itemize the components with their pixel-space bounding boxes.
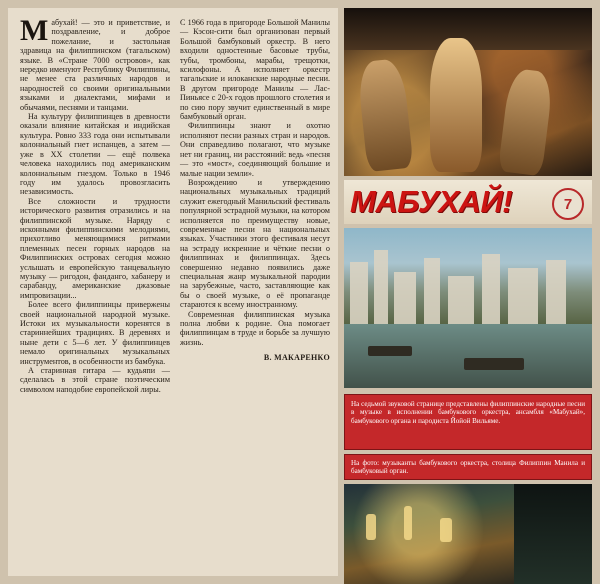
photo-caption-secondary: На фото: музыканты бамбукового оркестра, столица Филиппин Манила и бамбуковый орган. xyxy=(344,454,592,480)
photo-shadow xyxy=(514,484,592,584)
photo-boat xyxy=(368,346,412,356)
photo-building xyxy=(394,272,416,324)
paragraph-text: Все сложности и трудности исторического развития отразились и на филиппинской музыке. Наряду с исконными филиппинскими мелодиями, прихотливо меняющимися ритмами племенных песен горных народов на Филиппинских островах сегодня можно услышать и европейскую танцевальную музыку — ригодон, фанданго, хабанеру и сарабанду, американские джазовые импровизации... xyxy=(20,196,170,300)
page-title: МАБУХАЙ! xyxy=(350,184,513,219)
author-signature: В. МАКАРЕНКО xyxy=(263,353,330,363)
paragraph-text: Современная филиппинская музыка полна любви к родине. Она помогает филиппинцам в труде и борьбе за лучшую жизнь. xyxy=(180,309,330,347)
article-column-right xyxy=(180,18,330,566)
photo-building xyxy=(350,262,368,324)
photo-caption-main: На седьмой звуковой странице представлены филиппинские народные песни в музыке в исполнении бамбукового оркестра, ансамбля «Мабухай», бамбукового органа и пародиста Йойой Вильяме. xyxy=(344,394,592,450)
paragraph-text: Филиппинцы знают и охотно исполняют песни разных стран и народов. Они справедливо полагают, что музыке нет ни границ, ни расстояний: ведь «песня — это «мост», соединяющий большие и малые нации земли». xyxy=(180,121,330,178)
photo-highlight xyxy=(404,506,412,540)
photo-column xyxy=(344,8,592,576)
photo-figure xyxy=(498,68,554,176)
paragraph-text: На культуру филиппинцев в древности оказали влияние китайская и индийская культура. Ровно 333 года они испытывали колониальный гнет испанцев, а затем — уже в XX столетии — ещё полвека человека находились под американским колониальным гнездом. Только в 1946 году им удалось провозгласить независимость. xyxy=(20,112,170,197)
paragraph-text: А старинная гитара — кудьяпи — сделалась в этой стране поэтическим символом наподобие европейской лиры. xyxy=(20,366,170,394)
drop-cap: М xyxy=(20,14,49,47)
manila-city-photo xyxy=(344,228,592,388)
photo-building xyxy=(508,268,538,324)
paragraph-text: абухай! — это и приветствие, и поздравление, и доброе пожелание, и застольная здравица на филиппинском (тагальском) языке. В «Стране 7000 островов», как нередко именуют Республику Филиппины, не менее ста различных народов и народностей со своими оригинальными языками и диалектами, мифами и обычаями, песнями и танцами. xyxy=(20,18,170,112)
article-column-left xyxy=(20,14,170,566)
photo-highlight xyxy=(366,514,376,540)
paragraph-text: Более всего филиппинцы привержены своей национальной народной музыке. Истоки их музыкальности коренятся в стариннейших традициях. В деревнях и ныне дети с 5—6 лет. У филиппинцев немало оригинальных музыкальных инструментов, в особенности из бамбука. xyxy=(20,300,170,366)
photo-highlight xyxy=(440,518,452,542)
page-number: 7 xyxy=(552,188,584,220)
paragraph-text: Возрождению и утверждению национальных музыкальных традиций служит ежегодный Манильский фестиваль популярной эстрадной музыки, на котором исполняется по преимуществу новые, современные песни на национальных языках. Участники этого фестиваля несут на эстраду искренние и чёткие песни о филиппинах и филиппинцах. Здесь совершенно недавно появились даже специальная жанр музыкальной пародии на зарубежные, часто, заставляющие как бы о своей музыке, о её пропаганде стараются к всему иностранному. xyxy=(180,177,330,310)
bamboo-organ-photo xyxy=(344,484,592,584)
title-band xyxy=(344,180,592,224)
photo-building xyxy=(482,254,500,324)
photo-building xyxy=(424,258,440,324)
photo-building xyxy=(546,260,566,324)
article-text-area xyxy=(8,8,338,576)
photo-building xyxy=(448,276,474,324)
photo-boat xyxy=(464,358,524,370)
paragraph-text: С 1966 года в пригороде Большой Манилы — Кэсон-сити был организован первый Большой бамбуковый оркестр. В него входили одностенные басовые трубы, тубы, тромбоны, марабы, трещотки, ксилофоны. А исполняет оркестр тагальские и илоканские народные песни. В другом пригороде Манилы — Лас-Пиньясе с 20-х годов прошлого столетия и по сию пору звучит единственный в мире бамбуковый орган. xyxy=(180,18,330,122)
photo-building xyxy=(374,250,388,324)
paragraph-with-dropcap xyxy=(20,14,170,112)
photo-figure xyxy=(430,38,482,172)
photo-figure xyxy=(356,58,413,172)
photo-water xyxy=(344,324,592,388)
bamboo-orchestra-photo xyxy=(344,8,592,176)
